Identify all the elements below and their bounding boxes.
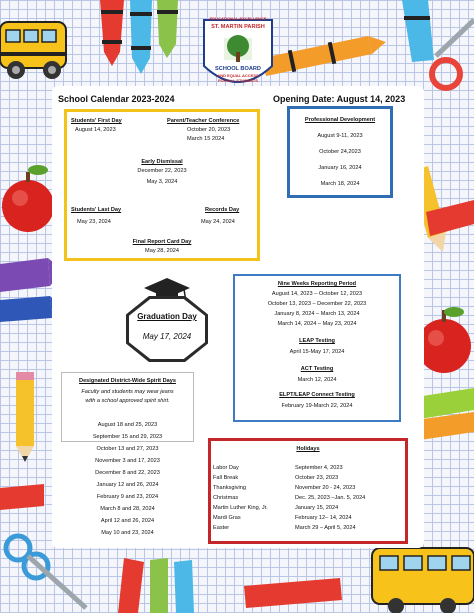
professional-development-label: Professional Development	[304, 117, 376, 123]
early-dismissal-date-1: December 22, 2023	[137, 168, 187, 174]
spirit-days-note-1: Faculty and students may wear jeans	[81, 389, 174, 395]
seal-board: SCHOOL BOARD	[215, 66, 261, 72]
testing-box	[233, 274, 401, 422]
crayon-icon	[244, 578, 342, 608]
list-item: February 9 and 23, 2024	[96, 494, 159, 500]
records-day-date: May 24, 2024	[201, 219, 235, 225]
holiday-date: Dec. 25, 2023 –Jan. 5, 2024	[295, 495, 366, 501]
leap-date: April 15-May 17, 2024	[289, 349, 345, 355]
crayon-icon	[0, 484, 44, 510]
seal-top-text: EDUCATIONAL EXCELLENCE	[209, 16, 267, 21]
holiday-name: Mardi Gras	[213, 515, 241, 521]
holiday-date: October 23, 2023	[295, 475, 339, 481]
nine-weeks-period: January 8, 2024 – March 13, 2024	[274, 311, 360, 317]
professional-development-box	[287, 106, 393, 198]
students-last-day-date: May 23, 2024	[77, 219, 111, 225]
crayon-icon	[157, 0, 178, 58]
school-bus-icon	[372, 548, 474, 613]
final-report-card-label: Final Report Card Day	[132, 239, 192, 245]
holiday-name: Martin Luther King, Jr.	[213, 505, 268, 511]
nine-weeks-period: August 14, 2023 – October 12, 2023	[271, 291, 363, 297]
apple-icon	[2, 165, 54, 232]
school-board-seal	[198, 14, 278, 98]
apple-icon	[417, 307, 471, 373]
nine-weeks-period: March 14, 2024 – May 23, 2024	[277, 321, 357, 327]
leap-label: LEAP Testing	[299, 338, 335, 344]
pd-date: October 24,2023	[319, 149, 361, 155]
pd-date: August 9-11, 2023	[317, 133, 363, 139]
holidays-box	[208, 438, 408, 544]
students-first-day-date: August 14, 2023	[75, 127, 116, 133]
list-item: May 10 and 23, 2024	[101, 530, 154, 536]
act-label: ACT Testing	[300, 366, 334, 372]
crayon-icon	[402, 0, 434, 62]
final-report-card-date: May 28, 2024	[145, 248, 179, 254]
holiday-name: Easter	[213, 525, 230, 531]
holiday-date: November 20 - 24, 2023	[295, 485, 356, 491]
graduation-label: Graduation Day	[137, 312, 197, 321]
nine-weeks-period: October 13, 2023 – December 22, 2023	[267, 301, 367, 307]
records-day-label: Records Day	[205, 207, 240, 213]
page-title: School Calendar 2023-2024	[58, 94, 175, 104]
act-date: March 12, 2024	[297, 377, 337, 383]
early-dismissal-date-2: May 3, 2024	[146, 179, 178, 185]
list-item: October 13 and 27, 2023	[96, 446, 159, 452]
list-item: March 8 and 28, 2024	[100, 506, 155, 512]
crayon-icon	[130, 0, 152, 74]
elpt-date: February 19-March 22, 2024	[281, 403, 353, 409]
parent-teacher-date-1: October 20, 2023	[187, 127, 231, 133]
list-item: December 8 and 22, 2023	[95, 470, 160, 476]
parent-teacher-date-2: March 15 2024	[187, 136, 225, 142]
holiday-name: Christmas	[213, 495, 239, 501]
crayon-icon	[150, 558, 168, 613]
list-item: August 18 and 25, 2023	[97, 422, 158, 428]
holiday-name: Labor Day	[213, 465, 239, 471]
holiday-name: Thanksgiving	[213, 485, 246, 491]
pd-date: March 18, 2024	[320, 181, 360, 187]
school-bus-icon	[0, 22, 66, 79]
holiday-date: March 29 – April 5, 2024	[295, 525, 356, 531]
seal-name: ST. MARTIN PARISH	[211, 24, 265, 30]
pencil-icon	[16, 372, 34, 462]
pd-date: January 16, 2024	[318, 165, 362, 171]
list-item: September 15 and 29, 2023	[92, 434, 163, 440]
crayon-icon	[100, 558, 144, 613]
seal-motto-1: AND EQUAL ACCESS	[217, 73, 259, 78]
spirit-days-note-2: with a school approved spirit shirt.	[85, 398, 170, 404]
crayon-icon	[174, 560, 194, 613]
students-last-day-label: Students' Last Day	[71, 207, 122, 213]
parent-teacher-label: Parent/Teacher Conference	[167, 118, 240, 124]
list-item: April 12 and 26, 2024	[100, 518, 155, 524]
crayon-icon	[100, 0, 124, 66]
nine-weeks-label: Nine Weeks Reporting Period	[277, 281, 357, 287]
holiday-date: January 15, 2024	[295, 505, 339, 511]
early-dismissal-label: Early Dismissal	[141, 159, 183, 165]
seal-motto-2: FOR ALL STUDENTS	[218, 78, 258, 83]
opening-date: Opening Date: August 14, 2023	[273, 94, 406, 104]
holiday-date: September 4, 2023	[295, 465, 343, 471]
students-first-day-label: Students' First Day	[71, 118, 122, 124]
elpt-label: ELPT/LEAP Connect Testing	[279, 392, 355, 398]
spirit-days-label: Designated District-Wide Spirit Days	[79, 378, 176, 384]
holiday-date: February 12– 14, 2024	[295, 515, 352, 521]
key-dates-box	[64, 109, 260, 261]
list-item: January 12 and 26, 2024	[96, 482, 159, 488]
graduation-date: May 17, 2024	[142, 332, 192, 341]
graduation-badge	[129, 299, 205, 359]
holidays-label: Holidays	[296, 446, 320, 452]
crayon-icon	[262, 36, 386, 76]
spirit-days-header-box	[61, 372, 194, 442]
holiday-name: Fall Break	[213, 475, 239, 481]
scissors-icon	[432, 20, 474, 88]
list-item: November 3 and 17, 2023	[95, 458, 160, 464]
